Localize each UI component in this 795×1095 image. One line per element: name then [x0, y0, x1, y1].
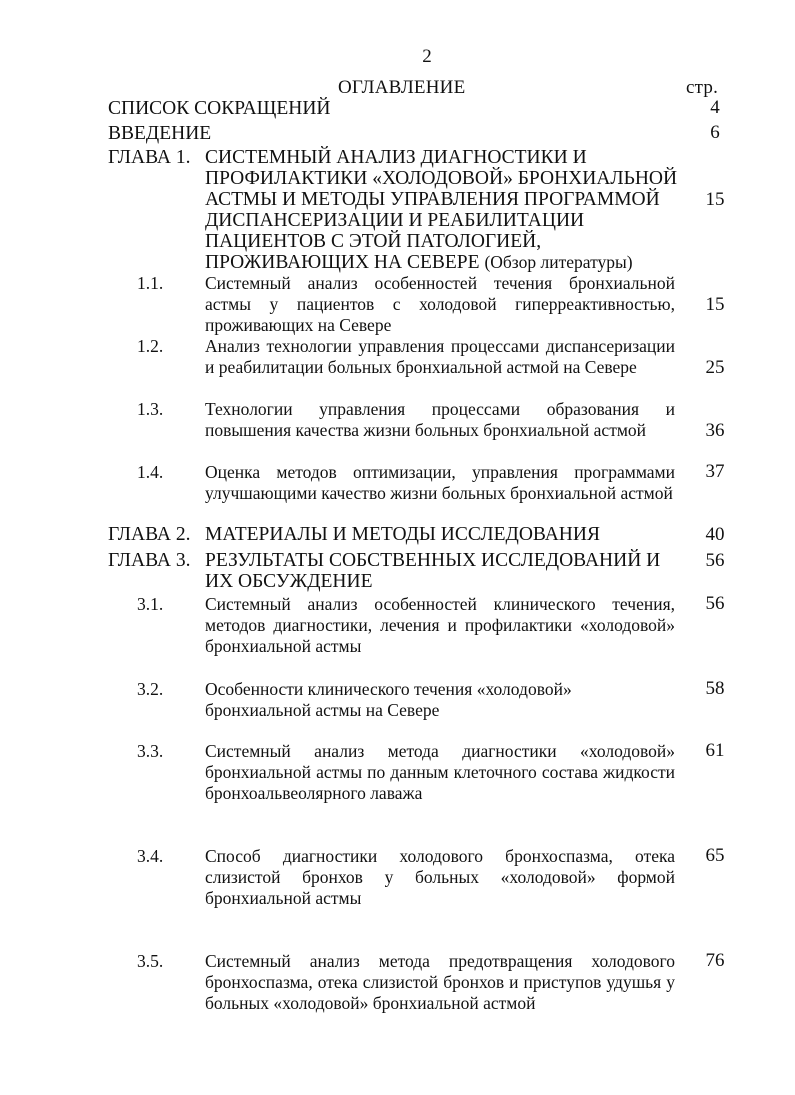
chapter-1-title: [205, 147, 685, 273]
section-1-4-number: 1.4.: [137, 462, 164, 482]
chapter-3-number: ГЛАВА 3.: [108, 550, 191, 571]
toc-entry-abbreviations: СПИСОК СОКРАЩЕНИЙ: [108, 98, 331, 119]
chapter-1-title-text: СИСТЕМНЫЙ АНАЛИЗ ДИАГНОСТИКИ И ПРОФИЛАКТИКИ «ХОЛОДОВОЙ» БРОНХИАЛЬНОЙ АСТМЫ И МЕТОДЫ УПРАВЛЕНИЯ ПРОГРАММОЙ ДИСПАНСЕРИЗАЦИИ И РЕАБИЛИТАЦИИ ПАЦИЕНТОВ С ЭТОЙ ПАТОЛОГИЕЙ, ПРОЖИВАЮЩИХ НА СЕВЕРЕ: [205, 147, 678, 273]
section-3-3-title: Системный анализ метода диагностики «холодовой» бронхиальной астмы по данным клеточного состава жидкости бронхоальвеолярного лаважа: [205, 741, 675, 803]
toc-entry-abbreviations-page: 4: [710, 97, 720, 118]
chapter-2-title: МАТЕРИАЛЫ И МЕТОДЫ ИССЛЕДОВАНИЯ: [205, 524, 600, 545]
page-number: 2: [422, 46, 432, 67]
section-1-1-title: Системный анализ особенностей течения бронхиальной астмы у пациентов с холодовой гиперреактивностью, проживающих на Севере: [205, 273, 675, 335]
section-1-2-title: Анализ технологии управления процессами диспансеризации и реабилитации больных бронхиальной астмой на Севере: [205, 336, 675, 377]
section-1-1-number: 1.1.: [137, 273, 164, 293]
section-1-1-page: 15: [705, 294, 725, 315]
chapter-2-number: ГЛАВА 2.: [108, 524, 191, 545]
section-3-1-number: 3.1.: [137, 594, 164, 614]
section-1-2-number: 1.2.: [137, 336, 164, 356]
section-3-2-page: 58: [705, 678, 725, 699]
chapter-1-page: 15: [705, 189, 725, 210]
section-3-4-page: 65: [705, 845, 725, 866]
toc-title: ОГЛАВЛЕНИЕ: [338, 77, 466, 98]
section-3-5-title: Системный анализ метода предотвращения холодового бронхоспазма, отека слизистой бронхов и приступов удушья у больных «холодовой» бронхиальной астмой: [205, 951, 675, 1013]
chapter-2-page: 40: [705, 524, 725, 545]
section-3-1-title: Системный анализ особенностей клинического течения, методов диагностики, лечения и профилактики «холодовой» бронхиальной астмы: [205, 594, 675, 656]
section-1-3-number: 1.3.: [137, 399, 164, 419]
section-1-3-page: 36: [705, 420, 725, 441]
section-3-2-title: Особенности клинического течения «холодовой» бронхиальной астмы на Севере: [205, 679, 572, 720]
chapter-3-title: РЕЗУЛЬТАТЫ СОБСТВЕННЫХ ИССЛЕДОВАНИЙ И ИХ ОБСУЖДЕНИЕ: [205, 550, 661, 592]
section-3-5-number: 3.5.: [137, 951, 164, 971]
section-1-4-page: 37: [705, 461, 725, 482]
section-1-2-page: 25: [705, 357, 725, 378]
section-3-2-number: 3.2.: [137, 679, 164, 699]
section-3-1-page: 56: [705, 593, 725, 614]
section-3-5-page: 76: [705, 950, 725, 971]
section-1-3-title: Технологии управления процессами образования и повышения качества жизни больных бронхиальной астмой: [205, 399, 675, 440]
section-1-4-title: Оценка методов оптимизации, управления программами улучшающими качество жизни больных бронхиальной астмой: [205, 462, 675, 503]
section-3-4-number: 3.4.: [137, 846, 164, 866]
section-3-4-title: Способ диагностики холодового бронхоспазма, отека слизистой бронхов у больных «холодовой» формой бронхиальной астмы: [205, 846, 675, 908]
chapter-1-subtitle: (Обзор литературы): [484, 252, 633, 272]
chapter-1-number: ГЛАВА 1.: [108, 147, 191, 168]
page-column-label: стр.: [686, 77, 719, 98]
toc-entry-introduction-page: 6: [710, 122, 720, 143]
toc-entry-introduction: ВВЕДЕНИЕ: [108, 123, 212, 144]
chapter-3-page: 56: [705, 550, 725, 571]
section-3-3-number: 3.3.: [137, 741, 164, 761]
section-3-3-page: 61: [705, 740, 725, 761]
